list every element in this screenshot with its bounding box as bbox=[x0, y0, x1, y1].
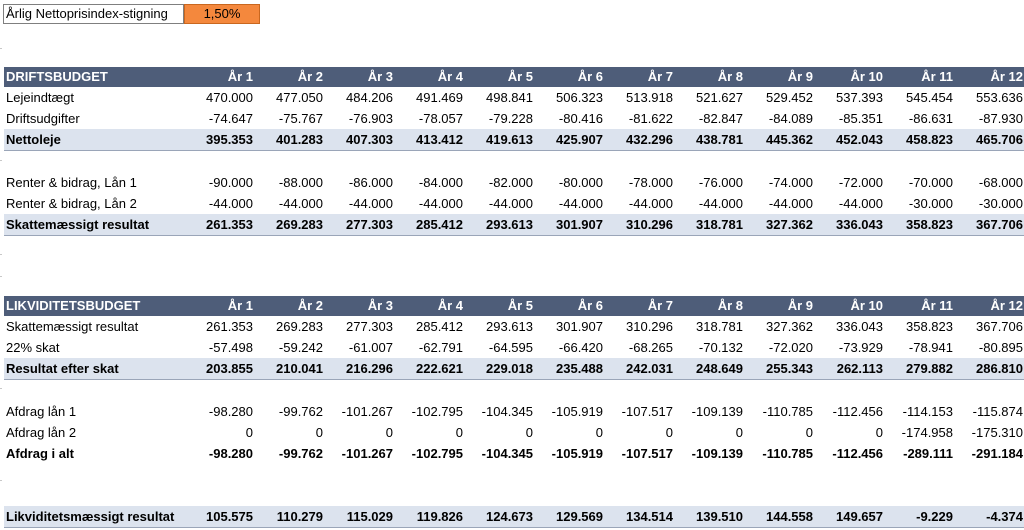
year-header[interactable]: År 6 bbox=[537, 296, 607, 316]
value-cell[interactable]: 438.781 bbox=[677, 129, 747, 151]
value-cell[interactable] bbox=[957, 151, 1024, 173]
value-cell[interactable]: -75.767 bbox=[278, 111, 323, 126]
value-cell[interactable]: -90.000 bbox=[208, 175, 253, 190]
table-row bbox=[4, 214, 1024, 236]
value-cell[interactable]: -84.000 bbox=[418, 175, 463, 190]
value-cell[interactable]: -107.517 bbox=[621, 446, 673, 461]
section-header-row bbox=[4, 67, 1024, 87]
value-cell[interactable]: -115.874 bbox=[972, 404, 1023, 419]
value-cell[interactable]: 0 bbox=[315, 425, 323, 440]
value-cell[interactable]: -85.351 bbox=[838, 111, 883, 126]
year-header[interactable]: År 12 bbox=[957, 296, 1024, 316]
value-cell[interactable]: 0 bbox=[525, 425, 533, 440]
value-cell[interactable] bbox=[537, 380, 607, 402]
value-cell[interactable]: -104.345 bbox=[481, 404, 533, 419]
value-cell[interactable]: 129.569 bbox=[537, 506, 607, 528]
value-cell[interactable]: 0 bbox=[875, 425, 883, 440]
year-header[interactable]: År 1 bbox=[187, 67, 257, 87]
value-cell[interactable]: 537.393 bbox=[836, 90, 883, 105]
row-label[interactable]: Nettoleje bbox=[4, 129, 187, 151]
value-cell[interactable]: -44.000 bbox=[768, 196, 813, 211]
year-header[interactable]: År 11 bbox=[887, 296, 957, 316]
value-cell[interactable]: 293.613 bbox=[467, 214, 537, 236]
value-cell[interactable] bbox=[747, 151, 817, 173]
year-header[interactable]: År 10 bbox=[817, 67, 887, 87]
value-cell[interactable]: 115.029 bbox=[327, 506, 397, 528]
value-cell[interactable]: -73.929 bbox=[838, 340, 883, 355]
value-cell[interactable]: 203.855 bbox=[187, 358, 257, 380]
value-cell[interactable]: 477.050 bbox=[276, 90, 323, 105]
table-row bbox=[4, 193, 1024, 214]
value-cell[interactable] bbox=[607, 380, 677, 402]
spacer-row bbox=[4, 380, 1024, 402]
row-label[interactable]: Afdrag i alt bbox=[6, 446, 74, 461]
value-cell[interactable]: 407.303 bbox=[327, 129, 397, 151]
value-cell[interactable]: -81.622 bbox=[628, 111, 673, 126]
table-row bbox=[4, 443, 1024, 464]
section-title[interactable]: LIKVIDITETSBUDGET bbox=[4, 296, 187, 316]
likviditet-result-table bbox=[4, 506, 1024, 528]
value-cell[interactable]: 144.558 bbox=[747, 506, 817, 528]
row-label[interactable]: 22% skat bbox=[6, 340, 60, 355]
value-cell[interactable] bbox=[397, 151, 467, 173]
value-cell[interactable]: 521.627 bbox=[696, 90, 743, 105]
value-cell[interactable]: 0 bbox=[385, 425, 393, 440]
row-label[interactable] bbox=[4, 151, 187, 173]
value-cell[interactable]: -110.785 bbox=[762, 446, 813, 461]
value-cell[interactable]: 401.283 bbox=[257, 129, 327, 151]
value-cell[interactable]: -74.647 bbox=[208, 111, 253, 126]
row-marker bbox=[0, 160, 2, 161]
value-cell[interactable]: 286.810 bbox=[957, 358, 1024, 380]
value-cell[interactable]: -68.265 bbox=[628, 340, 673, 355]
value-cell[interactable]: 0 bbox=[665, 425, 673, 440]
value-cell[interactable]: 285.412 bbox=[397, 214, 467, 236]
value-cell[interactable]: 0 bbox=[735, 425, 743, 440]
value-cell[interactable] bbox=[957, 380, 1024, 402]
value-cell[interactable]: 498.841 bbox=[486, 90, 533, 105]
value-cell[interactable]: 513.918 bbox=[626, 90, 673, 105]
value-cell[interactable]: 279.882 bbox=[887, 358, 957, 380]
year-header[interactable]: År 12 bbox=[957, 67, 1024, 87]
table-row bbox=[4, 108, 1024, 129]
year-header[interactable]: År 7 bbox=[607, 296, 677, 316]
value-cell[interactable]: -30.000 bbox=[908, 196, 953, 211]
value-cell[interactable]: -44.000 bbox=[698, 196, 743, 211]
value-cell[interactable]: 358.823 bbox=[906, 319, 953, 334]
value-cell[interactable]: 491.469 bbox=[416, 90, 463, 105]
year-header[interactable]: År 4 bbox=[397, 296, 467, 316]
value-cell[interactable]: -291.184 bbox=[971, 446, 1023, 461]
value-cell[interactable]: 318.781 bbox=[677, 214, 747, 236]
value-cell[interactable]: -82.847 bbox=[698, 111, 743, 126]
table-row bbox=[4, 358, 1024, 380]
value-cell[interactable]: 367.706 bbox=[976, 319, 1023, 334]
value-cell[interactable]: 301.907 bbox=[537, 214, 607, 236]
value-cell[interactable]: 139.510 bbox=[677, 506, 747, 528]
value-cell[interactable]: -80.895 bbox=[978, 340, 1023, 355]
value-cell[interactable]: 318.781 bbox=[696, 319, 743, 334]
value-cell[interactable] bbox=[257, 380, 327, 402]
row-label[interactable]: Skattemæssigt resultat bbox=[6, 319, 139, 334]
value-cell[interactable]: 445.362 bbox=[747, 129, 817, 151]
value-cell[interactable]: 277.303 bbox=[346, 319, 393, 334]
value-cell[interactable]: 553.636 bbox=[976, 90, 1023, 105]
value-cell[interactable]: -88.000 bbox=[278, 175, 323, 190]
value-cell[interactable]: -66.420 bbox=[558, 340, 603, 355]
value-cell[interactable]: 452.043 bbox=[817, 129, 887, 151]
year-header[interactable]: År 6 bbox=[537, 67, 607, 87]
value-cell[interactable]: -109.139 bbox=[691, 404, 743, 419]
value-cell[interactable] bbox=[747, 380, 817, 402]
year-header[interactable]: År 7 bbox=[607, 67, 677, 87]
value-cell[interactable]: -61.007 bbox=[348, 340, 393, 355]
value-cell[interactable]: 269.283 bbox=[257, 214, 327, 236]
row-label[interactable]: Afdrag lån 1 bbox=[6, 404, 77, 419]
value-cell[interactable]: 506.323 bbox=[556, 90, 603, 105]
value-cell[interactable]: -112.456 bbox=[832, 404, 883, 419]
value-cell[interactable]: -44.000 bbox=[278, 196, 323, 211]
value-cell[interactable]: 310.296 bbox=[607, 214, 677, 236]
value-cell[interactable]: -44.000 bbox=[488, 196, 533, 211]
value-cell[interactable]: -114.153 bbox=[902, 404, 953, 419]
value-cell[interactable]: 248.649 bbox=[677, 358, 747, 380]
value-cell[interactable] bbox=[467, 380, 537, 402]
year-header[interactable]: År 10 bbox=[817, 296, 887, 316]
value-cell[interactable]: -68.000 bbox=[978, 175, 1023, 190]
value-cell[interactable]: 419.613 bbox=[467, 129, 537, 151]
row-label[interactable]: Likviditetsmæssigt resultat bbox=[4, 506, 187, 528]
value-cell[interactable]: -72.020 bbox=[768, 340, 813, 355]
value-cell[interactable]: -101.267 bbox=[341, 404, 393, 419]
value-cell[interactable]: 0 bbox=[455, 425, 463, 440]
value-cell[interactable]: -289.111 bbox=[903, 446, 953, 461]
value-cell[interactable]: 261.353 bbox=[206, 319, 253, 334]
value-cell[interactable] bbox=[887, 151, 957, 173]
value-cell[interactable]: 395.353 bbox=[187, 129, 257, 151]
value-cell[interactable]: -72.000 bbox=[838, 175, 883, 190]
value-cell[interactable]: 367.706 bbox=[957, 214, 1024, 236]
drifts-budget-table bbox=[4, 67, 1024, 236]
value-cell[interactable] bbox=[607, 151, 677, 173]
value-cell[interactable]: -109.139 bbox=[691, 446, 743, 461]
value-cell[interactable]: -44.000 bbox=[838, 196, 883, 211]
value-cell[interactable]: -99.762 bbox=[278, 446, 323, 461]
value-cell[interactable]: -99.762 bbox=[278, 404, 323, 419]
row-label[interactable]: Lejeindtægt bbox=[6, 90, 74, 105]
value-cell[interactable]: 545.454 bbox=[906, 90, 953, 105]
value-cell[interactable]: -44.000 bbox=[208, 196, 253, 211]
section-header-row bbox=[4, 296, 1024, 316]
value-cell[interactable]: 336.043 bbox=[836, 319, 883, 334]
year-header[interactable]: År 5 bbox=[467, 296, 537, 316]
row-label[interactable]: Renter & bidrag, Lån 2 bbox=[6, 196, 137, 211]
value-cell[interactable]: 458.823 bbox=[887, 129, 957, 151]
table-row bbox=[4, 87, 1024, 108]
value-cell[interactable]: 470.000 bbox=[206, 90, 253, 105]
value-cell[interactable]: 529.452 bbox=[766, 90, 813, 105]
value-cell[interactable] bbox=[817, 151, 887, 173]
value-cell[interactable]: 216.296 bbox=[327, 358, 397, 380]
year-header[interactable]: År 9 bbox=[747, 296, 817, 316]
value-cell[interactable]: -84.089 bbox=[768, 111, 813, 126]
value-cell[interactable]: -86.000 bbox=[348, 175, 393, 190]
table-row bbox=[4, 129, 1024, 151]
value-cell[interactable]: -59.242 bbox=[278, 340, 323, 355]
value-cell[interactable]: 119.826 bbox=[397, 506, 467, 528]
value-cell[interactable]: -4.374 bbox=[957, 506, 1024, 528]
row-label[interactable]: Renter & bidrag, Lån 1 bbox=[6, 175, 137, 190]
table-row bbox=[4, 401, 1024, 422]
row-marker bbox=[0, 254, 2, 255]
row-marker bbox=[0, 480, 2, 481]
value-cell[interactable]: -44.000 bbox=[348, 196, 393, 211]
value-cell[interactable]: -70.132 bbox=[698, 340, 743, 355]
value-cell[interactable]: -105.919 bbox=[551, 446, 603, 461]
value-cell[interactable]: 124.673 bbox=[467, 506, 537, 528]
value-cell[interactable]: 269.283 bbox=[276, 319, 323, 334]
value-cell[interactable]: 336.043 bbox=[817, 214, 887, 236]
value-cell[interactable] bbox=[257, 151, 327, 173]
year-header[interactable]: År 9 bbox=[747, 67, 817, 87]
value-cell[interactable]: 358.823 bbox=[887, 214, 957, 236]
value-cell[interactable] bbox=[817, 380, 887, 402]
value-cell[interactable]: 261.353 bbox=[187, 214, 257, 236]
value-cell[interactable]: 235.488 bbox=[537, 358, 607, 380]
index-label: Årlig Nettoprisindex-stigning bbox=[3, 4, 184, 24]
value-cell[interactable]: -86.631 bbox=[908, 111, 953, 126]
value-cell[interactable]: -175.310 bbox=[971, 425, 1023, 440]
value-cell[interactable]: -87.930 bbox=[978, 111, 1023, 126]
year-header[interactable]: År 8 bbox=[677, 296, 747, 316]
value-cell[interactable]: -30.000 bbox=[978, 196, 1023, 211]
value-cell[interactable]: 255.343 bbox=[747, 358, 817, 380]
value-cell[interactable]: 0 bbox=[595, 425, 603, 440]
year-header[interactable]: År 2 bbox=[257, 296, 327, 316]
row-label[interactable] bbox=[4, 380, 187, 402]
year-header[interactable]: År 3 bbox=[327, 296, 397, 316]
value-cell[interactable]: 301.907 bbox=[556, 319, 603, 334]
value-cell[interactable] bbox=[187, 380, 257, 402]
value-cell[interactable]: -107.517 bbox=[621, 404, 673, 419]
row-marker bbox=[0, 388, 2, 389]
table-row bbox=[4, 316, 1024, 337]
value-cell[interactable]: -110.785 bbox=[762, 404, 813, 419]
value-cell[interactable]: -105.919 bbox=[551, 404, 603, 419]
table-row bbox=[4, 422, 1024, 443]
value-cell[interactable]: -76.903 bbox=[348, 111, 393, 126]
value-cell[interactable]: 149.657 bbox=[817, 506, 887, 528]
value-cell[interactable]: 262.113 bbox=[817, 358, 887, 380]
result-row bbox=[4, 506, 1024, 528]
value-cell[interactable]: -78.000 bbox=[628, 175, 673, 190]
value-cell[interactable] bbox=[397, 380, 467, 402]
row-marker bbox=[0, 48, 2, 49]
value-cell[interactable] bbox=[677, 380, 747, 402]
value-cell[interactable]: -112.456 bbox=[832, 446, 883, 461]
value-cell[interactable]: 0 bbox=[805, 425, 813, 440]
value-cell[interactable]: -79.228 bbox=[488, 111, 533, 126]
row-label[interactable]: Afdrag lån 2 bbox=[6, 425, 77, 440]
value-cell[interactable]: -74.000 bbox=[768, 175, 813, 190]
value-cell[interactable]: 413.412 bbox=[397, 129, 467, 151]
year-header[interactable]: År 1 bbox=[187, 296, 257, 316]
row-label[interactable]: Skattemæssigt resultat bbox=[4, 214, 187, 236]
value-cell[interactable] bbox=[327, 380, 397, 402]
value-cell[interactable]: -101.267 bbox=[341, 446, 393, 461]
section-title[interactable]: DRIFTSBUDGET bbox=[4, 67, 187, 87]
year-header[interactable]: År 8 bbox=[677, 67, 747, 87]
row-label[interactable]: Driftsudgifter bbox=[6, 111, 80, 126]
value-cell[interactable]: -76.000 bbox=[698, 175, 743, 190]
year-header[interactable]: År 5 bbox=[467, 67, 537, 87]
value-cell[interactable] bbox=[187, 151, 257, 173]
value-cell[interactable]: -102.795 bbox=[411, 404, 463, 419]
value-cell[interactable]: 242.031 bbox=[607, 358, 677, 380]
value-cell[interactable]: -82.000 bbox=[488, 175, 533, 190]
value-cell[interactable] bbox=[467, 151, 537, 173]
value-cell[interactable]: 425.907 bbox=[537, 129, 607, 151]
value-cell[interactable]: 285.412 bbox=[416, 319, 463, 334]
value-cell[interactable]: 277.303 bbox=[327, 214, 397, 236]
index-value-cell[interactable]: 1,50% bbox=[184, 4, 260, 24]
value-cell[interactable]: -78.941 bbox=[908, 340, 953, 355]
value-cell[interactable]: 310.296 bbox=[626, 319, 673, 334]
value-cell[interactable]: -44.000 bbox=[558, 196, 603, 211]
value-cell[interactable] bbox=[677, 151, 747, 173]
value-cell[interactable]: -70.000 bbox=[908, 175, 953, 190]
table-row bbox=[4, 337, 1024, 358]
value-cell[interactable]: 327.362 bbox=[747, 214, 817, 236]
likviditets-budget-table bbox=[4, 296, 1024, 464]
value-cell[interactable]: -44.000 bbox=[628, 196, 673, 211]
value-cell[interactable]: -64.595 bbox=[488, 340, 533, 355]
value-cell[interactable]: 484.206 bbox=[346, 90, 393, 105]
value-cell[interactable]: 210.041 bbox=[257, 358, 327, 380]
value-cell[interactable]: 229.018 bbox=[467, 358, 537, 380]
spacer-row bbox=[4, 151, 1024, 173]
value-cell[interactable] bbox=[327, 151, 397, 173]
value-cell[interactable]: -62.791 bbox=[418, 340, 463, 355]
value-cell[interactable]: 105.575 bbox=[187, 506, 257, 528]
value-cell[interactable]: 465.706 bbox=[957, 129, 1024, 151]
row-label[interactable]: Resultat efter skat bbox=[4, 358, 187, 380]
value-cell[interactable]: 134.514 bbox=[607, 506, 677, 528]
value-cell[interactable]: 432.296 bbox=[607, 129, 677, 151]
value-cell[interactable]: 110.279 bbox=[257, 506, 327, 528]
year-header[interactable]: År 2 bbox=[257, 67, 327, 87]
row-marker bbox=[0, 276, 2, 277]
year-header[interactable]: År 11 bbox=[887, 67, 957, 87]
value-cell[interactable]: -104.345 bbox=[481, 446, 533, 461]
value-cell[interactable] bbox=[887, 380, 957, 402]
value-cell[interactable]: 327.362 bbox=[766, 319, 813, 334]
value-cell[interactable]: -9.229 bbox=[887, 506, 957, 528]
year-header[interactable]: År 3 bbox=[327, 67, 397, 87]
value-cell[interactable]: -98.280 bbox=[208, 446, 253, 461]
value-cell[interactable]: -102.795 bbox=[411, 446, 463, 461]
value-cell[interactable]: 0 bbox=[245, 425, 253, 440]
table-row bbox=[4, 172, 1024, 193]
value-cell[interactable]: -98.280 bbox=[208, 404, 253, 419]
value-cell[interactable]: -80.416 bbox=[558, 111, 603, 126]
value-cell[interactable] bbox=[537, 151, 607, 173]
value-cell[interactable]: -44.000 bbox=[418, 196, 463, 211]
value-cell[interactable]: -57.498 bbox=[208, 340, 253, 355]
year-header[interactable]: År 4 bbox=[397, 67, 467, 87]
value-cell[interactable]: -174.958 bbox=[901, 425, 953, 440]
value-cell[interactable]: -80.000 bbox=[558, 175, 603, 190]
value-cell[interactable]: 293.613 bbox=[486, 319, 533, 334]
value-cell[interactable]: -78.057 bbox=[418, 111, 463, 126]
value-cell[interactable]: 222.621 bbox=[397, 358, 467, 380]
